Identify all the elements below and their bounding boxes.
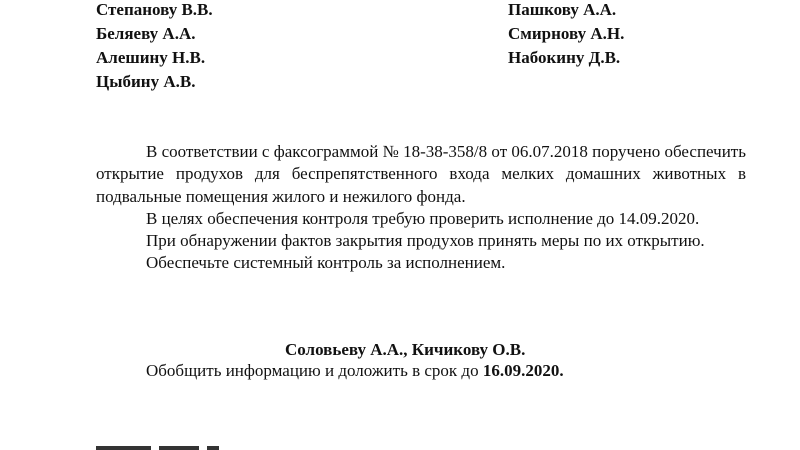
addressee-name: Степанову В.В. — [96, 0, 213, 19]
addressee-list-right — [508, 0, 624, 70]
addressee-name: Набокину Д.В. — [508, 48, 621, 67]
body-paragraph: При обнаружении фактов закрытия продухов принять меры по их открытию. — [146, 231, 705, 251]
body-paragraph: Обеспечьте системный контроль за исполнением. — [146, 253, 506, 273]
document-body — [96, 141, 746, 275]
body-paragraph: В соответствии с факсограммой № 18-38-358/8 от 06.07.2018 поручено обеспечить открытие продухов для беспрепятственного входа мелких домашних животных в подвальные помещения жилого и нежилого фонда. — [96, 142, 746, 206]
addressee-name: Цыбину А.В. — [96, 72, 196, 91]
instruction-text: Обобщить информацию и доложить в срок до — [146, 361, 483, 380]
closing-instruction — [146, 359, 564, 383]
body-paragraph: В целях обеспечения контроля требую проверить исполнение до 14.09.2020. — [146, 208, 700, 228]
cut-word — [96, 446, 151, 450]
addressee-name: Смирнову А.Н. — [508, 24, 625, 43]
addressee-name: Алешину Н.В. — [96, 48, 206, 67]
addressee-list-left — [96, 0, 213, 94]
addressee-name: Беляеву А.А. — [96, 24, 196, 43]
addressee-name: Пашкову А.А. — [508, 0, 617, 19]
cut-off-text-line — [96, 440, 296, 450]
deadline-date: 16.09.2020. — [482, 361, 564, 380]
cut-word — [207, 446, 219, 450]
closing-recipients: Соловьеву А.А., Кичикову О.В. — [285, 340, 526, 359]
cut-word — [159, 446, 199, 450]
